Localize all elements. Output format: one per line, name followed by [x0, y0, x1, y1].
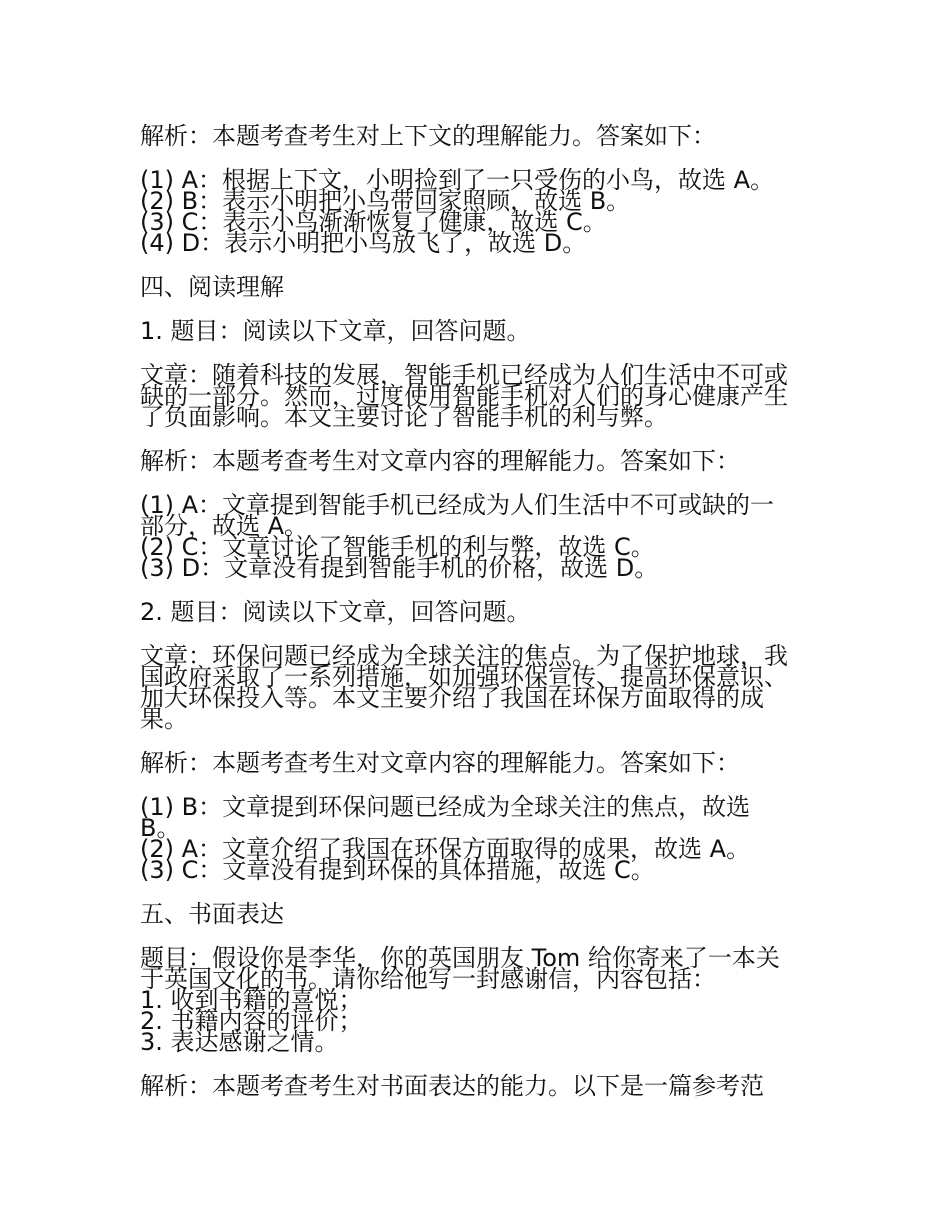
writing-prompt	[140, 944, 820, 1056]
text-line: 四、阅读理解	[140, 273, 284, 301]
text-line: 部分，故选 A。	[140, 512, 309, 540]
question-2-title	[140, 598, 820, 626]
text-line: 2. 题目：阅读以下文章，回答问题。	[140, 598, 531, 626]
document-page	[140, 122, 820, 1120]
question-2-analysis	[140, 749, 820, 777]
text-line: (2) B：表示小明把小鸟带回家照顾，故选 B。	[140, 187, 631, 215]
paragraph-answers-cloze	[140, 166, 820, 257]
text-line: 3. 表达感谢之情。	[140, 1028, 339, 1056]
question-1-answers	[140, 491, 820, 582]
text-line: 文章：环保问题已经成为全球关注的焦点。为了保护地球，我	[140, 642, 788, 670]
section-heading-reading	[140, 273, 820, 301]
text-line: (2) A：文章介绍了我国在环保方面取得的成果，故选 A。	[140, 835, 751, 863]
text-line: (4) D：表示小明把小鸟放飞了，故选 D。	[140, 229, 587, 257]
text-line: (3) D：文章没有提到智能手机的价格，故选 D。	[140, 554, 659, 582]
text-line: 文章：随着科技的发展，智能手机已经成为人们生活中不可或	[140, 361, 788, 389]
text-line: 解析：本题考查考生对文章内容的理解能力。答案如下：	[140, 749, 740, 777]
text-line: 题目：假设你是李华，你的英国朋友 Tom 给你寄来了一本关	[140, 944, 780, 972]
text-line: B。	[140, 814, 181, 842]
text-line: 解析：本题考查考生对书面表达的能力。以下是一篇参考范	[140, 1072, 764, 1100]
text-line: (1) B：文章提到环保问题已经成为全球关注的焦点，故选	[140, 793, 751, 821]
text-line: 加大环保投入等。本文主要介绍了我国在环保方面取得的成	[140, 684, 764, 712]
section-heading-writing	[140, 900, 820, 928]
text-line: (3) C：文章没有提到环保的具体措施，故选 C。	[140, 856, 655, 884]
text-line: 了负面影响。本文主要讨论了智能手机的利与弊。	[140, 403, 668, 431]
text-line: 于英国文化的书。请你给他写一封感谢信，内容包括：	[140, 965, 716, 993]
text-line: 缺的一部分。然而，过度使用智能手机对人们的身心健康产生	[140, 382, 788, 410]
question-2-article	[140, 642, 820, 733]
question-1-analysis	[140, 447, 820, 475]
text-line: (2) C：文章讨论了智能手机的利与弊，故选 C。	[140, 533, 655, 561]
paragraph-analysis-context	[140, 122, 820, 150]
question-1-title	[140, 317, 820, 345]
question-1-article	[140, 361, 820, 431]
text-line: (1) A：根据上下文，小明捡到了一只受伤的小鸟，故选 A。	[140, 166, 775, 194]
text-line: 五、书面表达	[140, 900, 284, 928]
text-line: 解析：本题考查考生对文章内容的理解能力。答案如下：	[140, 447, 740, 475]
text-line: 国政府采取了一系列措施，如加强环保宣传、提高环保意识、	[140, 663, 788, 691]
writing-analysis	[140, 1072, 820, 1100]
text-line: (1) A：文章提到智能手机已经成为人们生活中不可或缺的一	[140, 491, 775, 519]
text-line: 果。	[140, 705, 188, 733]
text-line: 2. 书籍内容的评价；	[140, 1007, 363, 1035]
text-line: 解析：本题考查考生对上下文的理解能力。答案如下：	[140, 122, 716, 150]
text-line: 1. 题目：阅读以下文章，回答问题。	[140, 317, 531, 345]
text-line: (3) C：表示小鸟渐渐恢复了健康，故选 C。	[140, 208, 607, 236]
text-line: 1. 收到书籍的喜悦；	[140, 986, 363, 1014]
question-2-answers	[140, 793, 820, 884]
